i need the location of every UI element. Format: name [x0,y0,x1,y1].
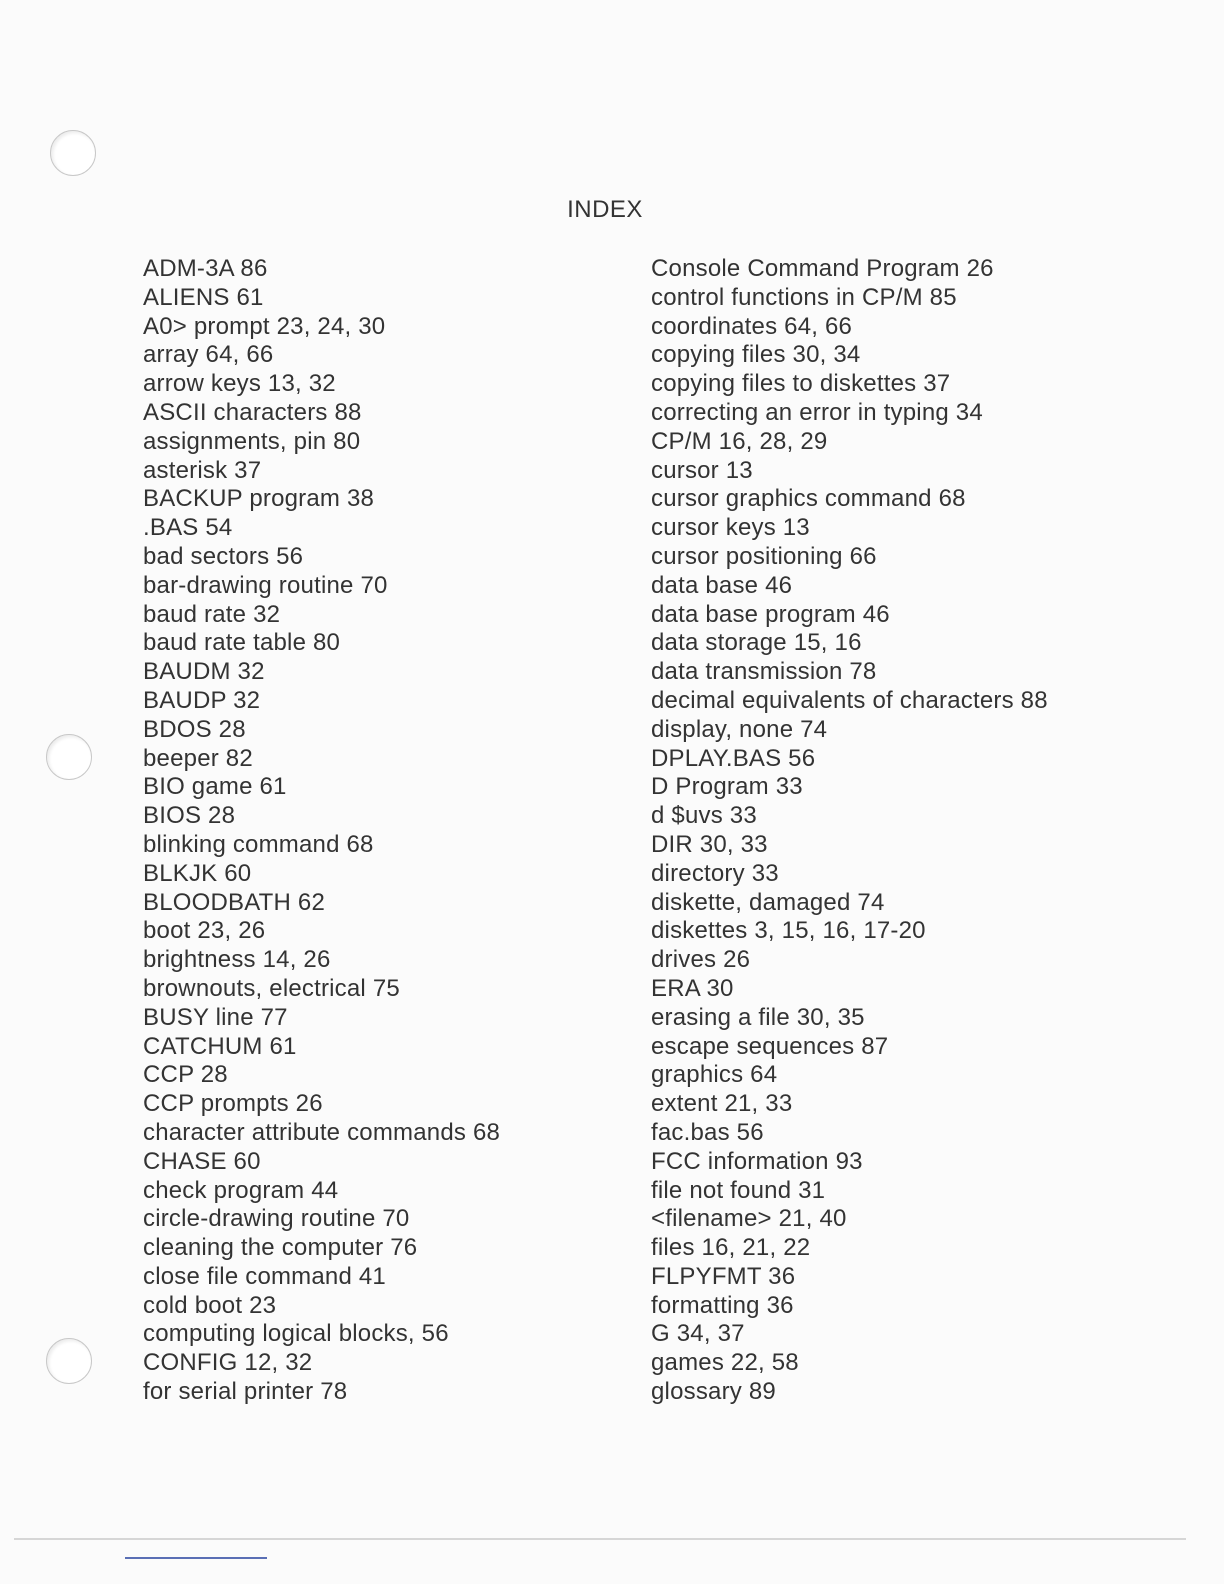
index-entry: DPLAY.BAS 56 [651,744,816,772]
index-entry: copying files 30, 34 [651,341,861,369]
punch-hole-middle [46,734,92,780]
index-entry: BUSY line 77 [143,1003,288,1031]
index-entry: ERA 30 [651,974,734,1002]
index-entry: G 34, 37 [651,1320,745,1348]
index-entry: decimal equivalents of characters 88 [651,686,1048,714]
index-entry: data base 46 [651,571,793,599]
index-entry: glossary 89 [651,1378,776,1406]
index-entry: BDOS 28 [143,715,246,743]
index-entry: DIR 30, 33 [651,830,768,858]
index-entry: CP/M 16, 28, 29 [651,427,828,455]
index-entry: BIO game 61 [143,773,287,801]
index-entry: directory 33 [651,859,779,887]
index-entry: escape sequences 87 [651,1032,889,1060]
index-entry: BAUDP 32 [143,686,261,714]
index-entry: formatting 36 [651,1291,794,1319]
index-entry: cursor positioning 66 [651,542,877,570]
index-entry: for serial printer 78 [143,1378,348,1406]
index-entry: CCP 28 [143,1061,228,1089]
index-entry: baud rate 32 [143,600,281,628]
index-entry: cursor keys 13 [651,514,810,542]
index-entry: beeper 82 [143,744,253,772]
index-entry: ADM-3A 86 [143,255,268,282]
index-entry: graphics 64 [651,1061,778,1089]
index-entry: CCP prompts 26 [143,1090,323,1118]
bottom-underline-mark [125,1557,267,1559]
punch-hole-top [50,130,96,176]
index-entry: blinking command 68 [143,830,374,858]
index-entry: diskette, damaged 74 [651,888,885,916]
index-entry: games 22, 58 [651,1349,799,1377]
index-entry: display, none 74 [651,715,828,743]
index-entry: drives 26 [651,946,751,974]
index-entry: coordinates 64, 66 [651,312,853,340]
index-entry: BAUDM 32 [143,658,265,686]
index-entry: diskettes 3, 15, 16, 17-20 [651,917,926,945]
index-entry: circle-drawing routine 70 [143,1205,410,1233]
punch-hole-bottom [46,1338,92,1384]
index-entry: BIOS 28 [143,802,236,830]
index-entry: CHASE 60 [143,1147,261,1175]
index-entry: CATCHUM 61 [143,1032,297,1060]
index-column-right [651,255,1121,1407]
index-entry: assignments, pin 80 [143,427,361,455]
index-entry: brownouts, electrical 75 [143,974,400,1002]
index-entry: data base program 46 [651,600,890,628]
index-entry: cursor 13 [651,456,753,484]
index-entry: BLKJK 60 [143,859,252,887]
index-entry: fac.bas 56 [651,1118,764,1146]
index-entry: asterisk 37 [143,456,262,484]
index-entry: array 64, 66 [143,341,274,369]
index-entry: Console Command Program 26 [651,255,994,282]
index-column-left [143,255,613,1407]
index-entry: data transmission 78 [651,658,877,686]
index-entry: FLPYFMT 36 [651,1262,796,1290]
index-entry: extent 21, 33 [651,1090,793,1118]
index-entry: check program 44 [143,1176,339,1204]
index-entry: boot 23, 26 [143,917,266,945]
index-entry: erasing a file 30, 35 [651,1003,865,1031]
index-entry: baud rate table 80 [143,629,341,657]
index-entry: ASCII characters 88 [143,398,362,426]
index-entry: bar-drawing routine 70 [143,571,388,599]
index-entry: CONFIG 12, 32 [143,1349,313,1377]
index-entry: brightness 14, 26 [143,946,331,974]
index-entry: bad sectors 56 [143,542,304,570]
index-entry: FCC information 93 [651,1147,863,1175]
index-entry: control functions in CP/M 85 [651,283,957,311]
index-entry: close file command 41 [143,1262,386,1290]
index-entry: arrow keys 13, 32 [143,370,336,398]
index-entry: A0> prompt 23, 24, 30 [143,312,386,340]
index-entry: BACKUP program 38 [143,485,375,513]
index-entry: <filename> 21, 40 [651,1205,847,1233]
index-entry: cleaning the computer 76 [143,1234,418,1262]
index-entry: BLOODBATH 62 [143,888,326,916]
index-entry: computing logical blocks, 56 [143,1320,449,1348]
index-entry: cursor graphics command 68 [651,485,966,513]
index-entry: d $uvs 33 [651,802,757,830]
index-entry: character attribute commands 68 [143,1118,501,1146]
index-entry: data storage 15, 16 [651,629,862,657]
index-entry: correcting an error in typing 34 [651,398,983,426]
page-title: INDEX [567,196,643,223]
index-entry: file not found 31 [651,1176,826,1204]
index-entry: D Program 33 [651,773,803,801]
index-entry: ALIENS 61 [143,283,264,311]
index-entry: copying files to diskettes 37 [651,370,951,398]
index-entry: .BAS 54 [143,514,233,542]
index-entry: files 16, 21, 22 [651,1234,811,1262]
index-entry: cold boot 23 [143,1291,277,1319]
page-bottom-edge [14,1538,1186,1540]
